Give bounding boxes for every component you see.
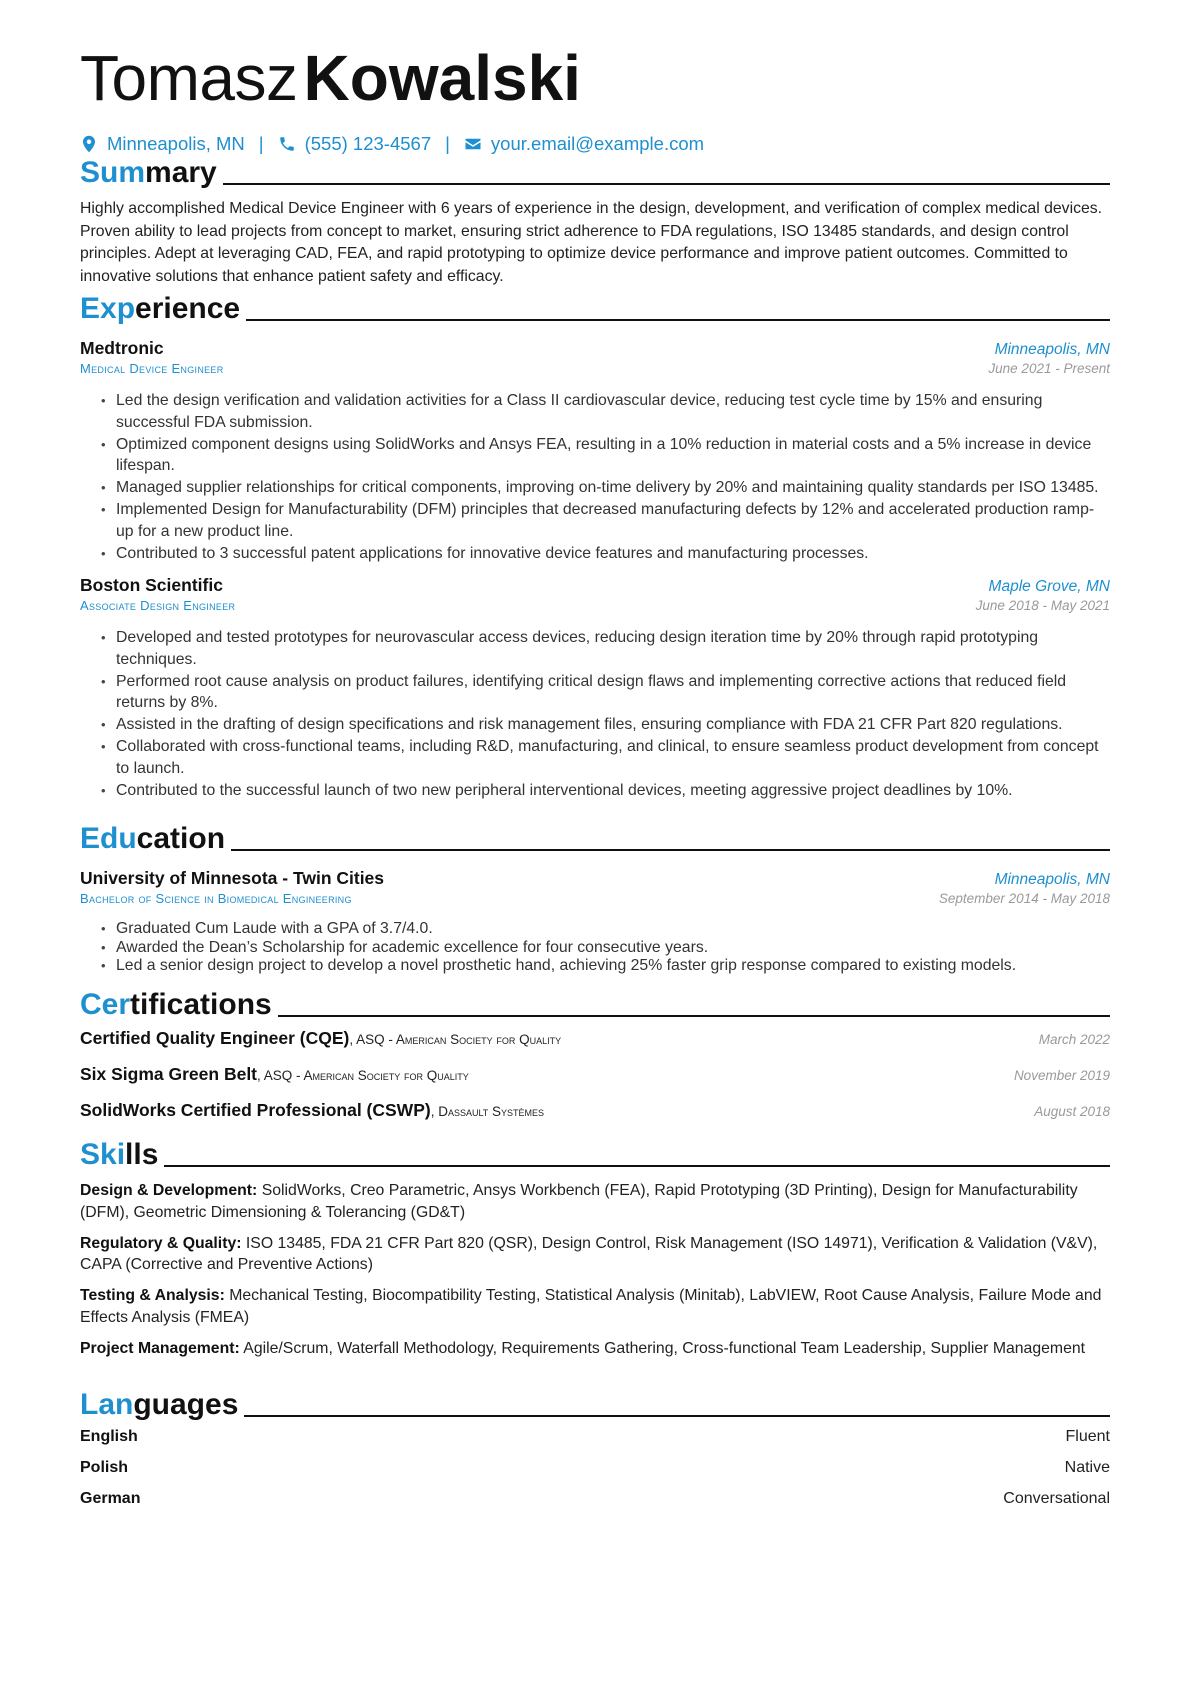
section-header <box>80 988 1110 1022</box>
skill-group <box>80 1285 1110 1328</box>
section-title-certifications: Certifications <box>80 988 272 1021</box>
language-level: Conversational <box>1003 1490 1110 1507</box>
contact-email[interactable] <box>464 133 704 155</box>
contact-separator: | <box>445 133 450 154</box>
contact-phone[interactable] <box>278 133 432 155</box>
certification-list <box>80 1028 1110 1136</box>
language-item <box>80 1428 1110 1459</box>
map-pin-icon <box>80 135 98 153</box>
language-level: Fluent <box>1065 1428 1110 1445</box>
list-item: • Led a senior design project to develop a novel prosthetic hand, achieving 25% faster grip response compared to existing models. <box>116 957 1110 975</box>
language-item <box>80 1459 1110 1490</box>
experience-section <box>80 292 1110 802</box>
skill-items: Mechanical Testing, Biocompatibility Testing, Statistical Analysis (Minitab), LabVIEW, Root Cause Analysis, Failure Mode and Effects Analysis (FMEA) <box>80 1287 1102 1326</box>
certification-issuer: , ASQ - American Society for Quality <box>257 1068 469 1083</box>
job-location: Maple Grove, MN <box>988 578 1110 595</box>
language-level: Native <box>1064 1459 1110 1476</box>
list-item: • Performed root cause analysis on product failures, identifying critical design flaws and implementing corrective actions that reduced field returns by 8%. <box>116 671 1110 714</box>
skill-group <box>80 1233 1110 1276</box>
job-title: Medical Device Engineer <box>80 361 224 376</box>
section-title-summary: Summary <box>80 156 217 189</box>
school-location: Minneapolis, MN <box>994 871 1110 888</box>
list-item: • Managed supplier relationships for critical components, improving on-time delivery by 20% and maintaining quality standards per ISO 13485. <box>116 477 1110 499</box>
first-name: Tomasz <box>80 42 298 114</box>
languages-section <box>80 1388 1110 1521</box>
section-title-experience: Experience <box>80 292 241 325</box>
certification-date: March 2022 <box>1038 1032 1110 1047</box>
certification-item <box>80 1028 1110 1064</box>
summary-section <box>80 156 1110 288</box>
section-title-languages: Languages <box>80 1388 239 1421</box>
certification-issuer: , Dassault Systèmes <box>430 1104 545 1119</box>
job-dates: June 2018 - May 2021 <box>975 598 1110 613</box>
language-name: German <box>80 1490 141 1507</box>
certification-name: Six Sigma Green Belt <box>80 1064 258 1084</box>
section-header <box>80 1388 1110 1422</box>
section-rule <box>246 319 1110 321</box>
email-text: your.email@example.com <box>490 133 705 154</box>
languages-list <box>80 1428 1110 1521</box>
section-rule <box>278 1015 1110 1017</box>
list-item: • Led the design verification and validation activities for a Class II cardiovascular device, reducing test cycle time by 15% and ensuring successful FDA submission. <box>116 390 1110 433</box>
job-dates: June 2021 - Present <box>988 361 1110 376</box>
section-title-education: Education <box>80 822 226 855</box>
education-dates: September 2014 - May 2018 <box>938 891 1110 906</box>
section-rule <box>223 183 1110 185</box>
section-rule <box>231 849 1110 851</box>
phone-text: (555) 123-4567 <box>304 133 432 154</box>
job-title: Associate Design Engineer <box>80 598 236 613</box>
language-name: Polish <box>80 1459 129 1476</box>
contact-location <box>80 133 245 155</box>
location-text: Minneapolis, MN <box>107 133 245 154</box>
section-header <box>80 822 1110 856</box>
envelope-icon <box>464 135 482 153</box>
skill-items: Agile/Scrum, Waterfall Methodology, Requirements Gathering, Cross-functional Team Leadership, Supplier Management <box>239 1339 1086 1357</box>
certification-name: Certified Quality Engineer (CQE) <box>80 1028 350 1048</box>
skill-group <box>80 1338 1110 1360</box>
company-name: Boston Scientific <box>80 575 223 595</box>
skill-category: Testing & Analysis: <box>80 1287 225 1304</box>
list-item: • Awarded the Dean’s Scholarship for academic excellence for four consecutive years. <box>116 939 1110 957</box>
certifications-section <box>80 988 1110 1136</box>
experience-entry <box>80 338 1110 564</box>
list-item: • Implemented Design for Manufacturability (DFM) principles that decreased manufacturing defects by 12% and accelerated production ramp-up for a new product line. <box>116 499 1110 542</box>
skills-section <box>80 1138 1110 1369</box>
skill-items: SolidWorks, Creo Parametric, Ansys Workbench (FEA), Rapid Prototyping (3D Printing), Design for Manufacturability (DFM), Geometric Dimensioning & Tolerancing (GD&T) <box>80 1182 1078 1221</box>
skill-category: Design & Development: <box>80 1182 258 1199</box>
achievement-list <box>80 627 1110 801</box>
contact-bar <box>80 133 704 155</box>
candidate-name <box>80 38 581 118</box>
phone-icon <box>278 135 296 153</box>
list-item: • Collaborated with cross-functional teams, including R&D, manufacturing, and clinical, to ensure seamless product development from concept to launch. <box>116 736 1110 779</box>
skill-items: ISO 13485, FDA 21 CFR Part 820 (QSR), Design Control, Risk Management (ISO 14971), Verification & Validation (V&V), CAPA (Corrective and Preventive Actions) <box>80 1234 1098 1273</box>
list-item: • Optimized component designs using SolidWorks and Ansys FEA, resulting in a 10% reduction in material costs and a 5% increase in device lifespan. <box>116 434 1110 477</box>
experience-entry <box>80 575 1110 801</box>
section-header <box>80 156 1110 190</box>
certification-issuer: , ASQ - American Society for Quality <box>349 1032 562 1047</box>
list-item: • Developed and tested prototypes for neurovascular access devices, reducing design iteration time by 20% through rapid prototyping techniques. <box>116 627 1110 670</box>
section-rule <box>164 1165 1110 1167</box>
list-item: • Assisted in the drafting of design specifications and risk management files, ensuring compliance with FDA 21 CFR Part 820 regulations. <box>116 714 1110 736</box>
certification-name: SolidWorks Certified Professional (CSWP) <box>80 1100 431 1120</box>
list-item: • Contributed to the successful launch of two new peripheral interventional devices, meeting aggressive project deadlines by 10%. <box>116 780 1110 802</box>
education-list <box>80 920 1110 975</box>
skill-category: Project Management: <box>80 1339 240 1357</box>
certification-item <box>80 1064 1110 1100</box>
skill-category: Regulatory & Quality: <box>80 1234 242 1252</box>
language-name: English <box>80 1428 138 1445</box>
list-item: • Contributed to 3 successful patent applications for innovative device features and manufacturing processes. <box>116 543 1110 565</box>
list-item: • Graduated Cum Laude with a GPA of 3.7/4.0. <box>116 920 1110 938</box>
skill-group <box>80 1180 1110 1223</box>
last-name: Kowalski <box>303 42 581 114</box>
certification-item <box>80 1100 1110 1136</box>
section-header <box>80 1138 1110 1172</box>
education-entry <box>80 868 1110 975</box>
company-name: Medtronic <box>80 338 164 358</box>
section-rule <box>244 1415 1110 1417</box>
certification-date: November 2019 <box>1013 1068 1110 1083</box>
skills-list <box>80 1180 1110 1359</box>
achievement-list <box>80 390 1110 564</box>
degree: Bachelor of Science in Biomedical Engineering <box>80 891 352 906</box>
section-header <box>80 292 1110 326</box>
language-item <box>80 1490 1110 1521</box>
education-section <box>80 822 1110 976</box>
contact-separator: | <box>258 133 264 154</box>
certification-date: August 2018 <box>1034 1104 1110 1119</box>
section-title-skills: Skills <box>80 1138 159 1171</box>
job-location: Minneapolis, MN <box>994 341 1110 358</box>
school-name: University of Minnesota - Twin Cities <box>80 868 385 888</box>
summary-text: Highly accomplished Medical Device Engineer with 6 years of experience in the design, development, and verification of complex medical devices. Proven ability to lead projects from concept to market, ensuring strict adherence to FDA regulations, ISO 13485 standards, and design control principles. Adept at leveraging CAD, FEA, and rapid prototyping to optimize device performance and improve patient outcomes. Committed to innovative solutions that enhance patient safety and efficacy. <box>80 200 1103 285</box>
